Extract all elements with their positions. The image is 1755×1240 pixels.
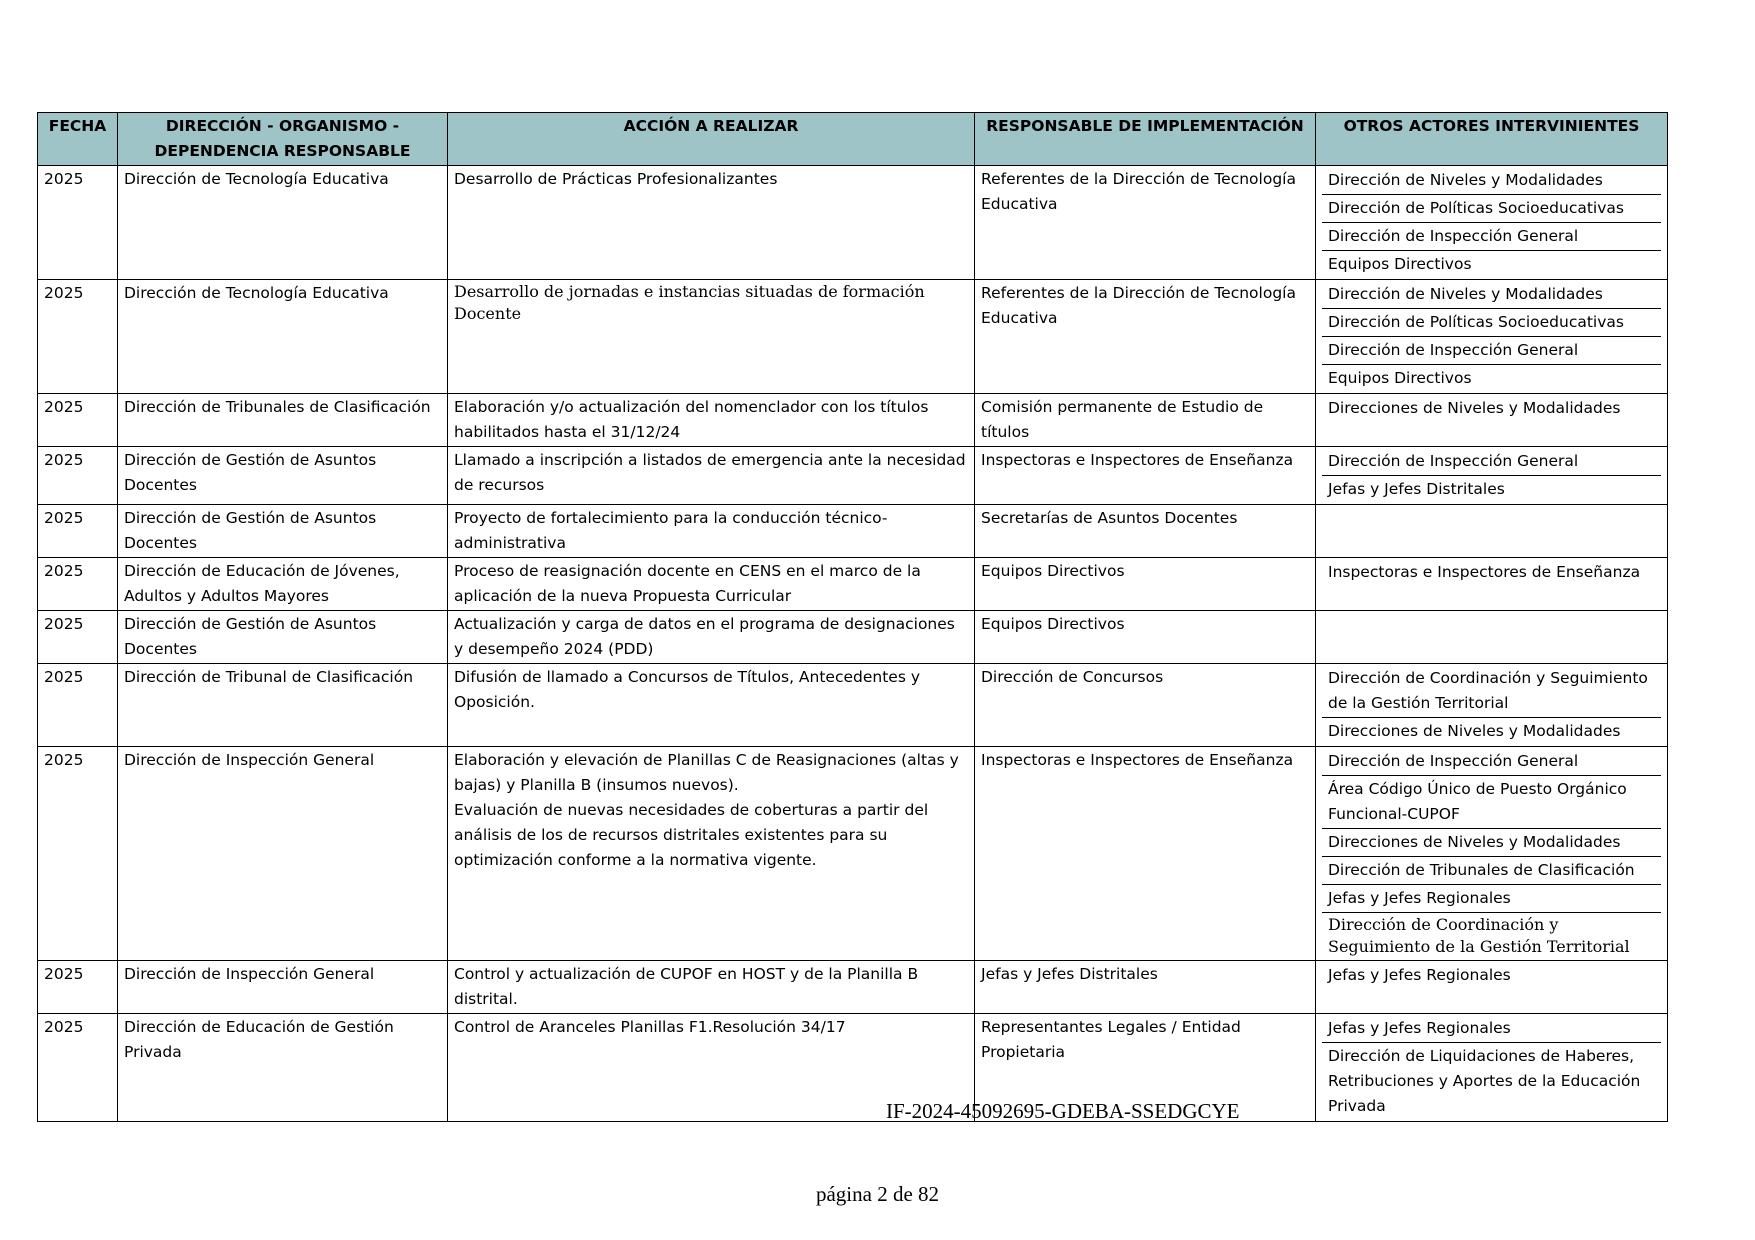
cell-accion: Llamado a inscripción a listados de emergencia ante la necesidad de recursos xyxy=(448,447,975,505)
actor-item: Dirección de Inspección General xyxy=(1322,448,1661,476)
actor-item: Dirección de Coordinación y Seguimiento de la Gestión Territorial xyxy=(1322,665,1661,718)
cell-accion: Control y actualización de CUPOF en HOST y de la Planilla B distrital. xyxy=(448,961,975,1014)
cell-otros-actores xyxy=(1316,166,1668,280)
header-otros-actores: OTROS ACTORES INTERVINIENTES xyxy=(1316,113,1668,166)
cell-responsable: Comisión permanente de Estudio de títulos xyxy=(975,394,1316,447)
cell-accion: Desarrollo de Prácticas Profesionalizantes xyxy=(448,166,975,280)
cell-fecha: 2025 xyxy=(38,611,118,664)
cell-direccion: Dirección de Tecnología Educativa xyxy=(118,280,448,394)
table-row xyxy=(38,558,1668,611)
cell-responsable: Equipos Directivos xyxy=(975,558,1316,611)
cell-fecha: 2025 xyxy=(38,394,118,447)
cell-responsable: Inspectoras e Inspectores de Enseñanza xyxy=(975,447,1316,505)
cell-fecha: 2025 xyxy=(38,447,118,505)
table-row xyxy=(38,505,1668,558)
actor-item: Dirección de Inspección General xyxy=(1322,748,1661,776)
cell-fecha: 2025 xyxy=(38,961,118,1014)
actor-item: Dirección de Políticas Socioeducativas xyxy=(1322,309,1661,337)
cell-direccion: Dirección de Gestión de Asuntos Docentes xyxy=(118,611,448,664)
cell-accion: Elaboración y/o actualización del nomenclador con los títulos habilitados hasta el 31/12/24 xyxy=(448,394,975,447)
table-row xyxy=(38,447,1668,505)
table-row xyxy=(38,394,1668,447)
page-number: página 2 de 82 xyxy=(815,1182,940,1206)
cell-accion: Actualización y carga de datos en el programa de designaciones y desempeño 2024 (PDD) xyxy=(448,611,975,664)
actor-item: Dirección de Inspección General xyxy=(1322,223,1661,251)
actor-item: Equipos Directivos xyxy=(1328,255,1472,273)
cell-otros-actores xyxy=(1316,280,1668,394)
actor-item: Jefas y Jefes Regionales xyxy=(1322,885,1661,913)
cell-direccion: Dirección de Educación de Jóvenes, Adultos y Adultos Mayores xyxy=(118,558,448,611)
cell-accion: Proyecto de fortalecimiento para la conducción técnico-administrativa xyxy=(448,505,975,558)
cell-otros-actores xyxy=(1316,1014,1668,1122)
cell-responsable: Equipos Directivos xyxy=(975,611,1316,664)
cell-otros-actores xyxy=(1316,447,1668,505)
cell-direccion: Dirección de Gestión de Asuntos Docentes xyxy=(118,505,448,558)
accion-paragraph: Evaluación de nuevas necesidades de coberturas a partir del análisis de los de recursos distritales existentes para su optimización conforme a la normativa vigente. xyxy=(454,801,929,869)
cell-accion: Difusión de llamado a Concursos de Títulos, Antecedentes y Oposición. xyxy=(448,664,975,747)
table-row xyxy=(38,961,1668,1014)
cell-direccion: Dirección de Inspección General xyxy=(118,961,448,1014)
actor-item: Dirección de Inspección General xyxy=(1322,337,1661,365)
cell-accion xyxy=(448,747,975,961)
actor-item: Dirección de Políticas Socioeducativas xyxy=(1322,195,1661,223)
cell-otros-actores xyxy=(1316,558,1668,611)
cell-responsable: Secretarías de Asuntos Docentes xyxy=(975,505,1316,558)
table-row xyxy=(38,1014,1668,1122)
actor-item: Dirección de Tribunales de Clasificación xyxy=(1322,857,1661,885)
header-direccion: DIRECCIÓN - ORGANISMO - DEPENDENCIA RESPONSABLE xyxy=(118,113,448,166)
actor-item: Área Código Único de Puesto Orgánico Funcional-CUPOF xyxy=(1322,776,1661,829)
cell-responsable: Referentes de la Dirección de Tecnología Educativa xyxy=(975,280,1316,394)
cell-otros-actores xyxy=(1316,505,1668,558)
actor-item: Inspectoras e Inspectores de Enseñanza xyxy=(1328,563,1641,581)
actor-item: Equipos Directivos xyxy=(1328,369,1472,387)
cell-fecha: 2025 xyxy=(38,1014,118,1122)
actor-item: Dirección de Niveles y Modalidades xyxy=(1322,167,1661,195)
cell-otros-actores xyxy=(1316,394,1668,447)
cell-otros-actores xyxy=(1316,747,1668,961)
actions-table xyxy=(37,112,1668,1122)
actor-item: Dirección de Niveles y Modalidades xyxy=(1322,281,1661,309)
table-row xyxy=(38,611,1668,664)
cell-responsable: Jefas y Jefes Distritales xyxy=(975,961,1316,1014)
actor-item: Dirección de Coordinación y Seguimiento de la Gestión Territorial xyxy=(1328,915,1630,956)
cell-accion: Proceso de reasignación docente en CENS en el marco de la aplicación de la nueva Propuesta Curricular xyxy=(448,558,975,611)
cell-responsable: Referentes de la Dirección de Tecnología Educativa xyxy=(975,166,1316,280)
header-responsable: RESPONSABLE DE IMPLEMENTACIÓN xyxy=(975,113,1316,166)
cell-accion: Control de Aranceles Planillas F1.Resolución 34/17 xyxy=(448,1014,975,1122)
cell-otros-actores xyxy=(1316,961,1668,1014)
cell-accion: Desarrollo de jornadas e instancias situadas de formación Docente xyxy=(448,280,975,394)
actor-item: Jefas y Jefes Regionales xyxy=(1322,1015,1661,1043)
cell-direccion: Dirección de Tecnología Educativa xyxy=(118,166,448,280)
document-id: IF-2024-45092695-GDEBA-SSEDGCYE xyxy=(886,1099,1240,1123)
table-row xyxy=(38,280,1668,394)
cell-direccion: Dirección de Tribunales de Clasificación xyxy=(118,394,448,447)
actor-item: Direcciones de Niveles y Modalidades xyxy=(1322,829,1661,857)
cell-fecha: 2025 xyxy=(38,664,118,747)
cell-responsable: Dirección de Concursos xyxy=(975,664,1316,747)
cell-direccion: Dirección de Tribunal de Clasificación xyxy=(118,664,448,747)
cell-direccion: Dirección de Gestión de Asuntos Docentes xyxy=(118,447,448,505)
accion-paragraph: Elaboración y elevación de Planillas C de Reasignaciones (altas y bajas) y Planilla B (insumos nuevos). xyxy=(454,751,959,794)
table-header-row xyxy=(38,113,1668,166)
cell-fecha: 2025 xyxy=(38,747,118,961)
cell-fecha: 2025 xyxy=(38,505,118,558)
table-row xyxy=(38,747,1668,961)
cell-direccion: Dirección de Educación de Gestión Privada xyxy=(118,1014,448,1122)
actor-item: Direcciones de Niveles y Modalidades xyxy=(1328,399,1621,417)
table-row xyxy=(38,664,1668,747)
table-row xyxy=(38,166,1668,280)
header-fecha: FECHA xyxy=(38,113,118,166)
cell-fecha: 2025 xyxy=(38,558,118,611)
cell-fecha: 2025 xyxy=(38,166,118,280)
actor-item: Jefas y Jefes Distritales xyxy=(1328,480,1505,498)
cell-otros-actores xyxy=(1316,611,1668,664)
actor-item: Direcciones de Niveles y Modalidades xyxy=(1328,722,1621,740)
cell-otros-actores xyxy=(1316,664,1668,747)
cell-responsable: Inspectoras e Inspectores de Enseñanza xyxy=(975,747,1316,961)
actor-item: Dirección de Liquidaciones de Haberes, Retribuciones y Aportes de la Educación Privada xyxy=(1328,1047,1641,1115)
cell-direccion: Dirección de Inspección General xyxy=(118,747,448,961)
header-accion: ACCIÓN A REALIZAR xyxy=(448,113,975,166)
cell-responsable: Representantes Legales / Entidad Propietaria xyxy=(975,1014,1316,1122)
cell-fecha: 2025 xyxy=(38,280,118,394)
actor-item: Jefas y Jefes Regionales xyxy=(1328,966,1511,984)
